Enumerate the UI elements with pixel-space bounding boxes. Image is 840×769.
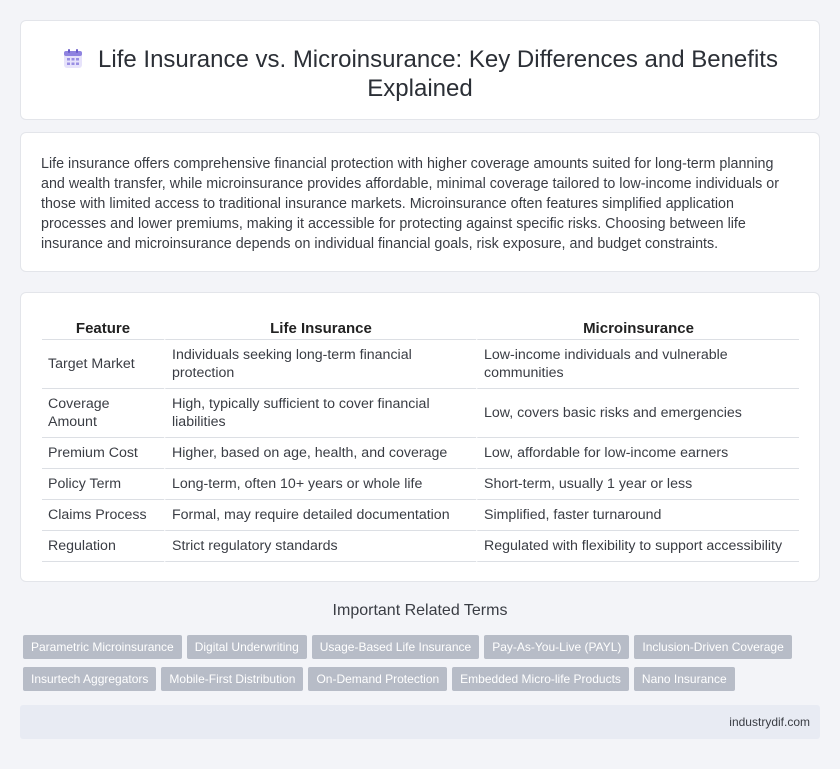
footer-site-link[interactable]: industrydif.com	[729, 715, 810, 729]
calendar-icon	[62, 48, 84, 70]
feature-cell: Coverage Amount	[42, 389, 164, 438]
feature-cell: Premium Cost	[42, 438, 164, 469]
tag-parametric-microinsurance[interactable]: Parametric Microinsurance	[23, 635, 182, 659]
table-row	[42, 500, 799, 531]
footer	[20, 705, 820, 739]
related-terms-list	[23, 635, 813, 699]
life-insurance-cell: High, typically sufficient to cover financial liabilities	[164, 389, 476, 438]
feature-cell: Regulation	[42, 531, 164, 562]
tag-usage-based-life-insurance[interactable]: Usage-Based Life Insurance	[312, 635, 479, 659]
table-header-row	[42, 314, 799, 340]
header-microinsurance: Microinsurance	[476, 314, 799, 340]
table-row	[42, 389, 799, 438]
header-feature: Feature	[42, 314, 164, 340]
comparison-table-card	[20, 292, 820, 582]
tag-insurtech-aggregators[interactable]: Insurtech Aggregators	[23, 667, 156, 691]
tag-inclusion-driven-coverage[interactable]: Inclusion-Driven Coverage	[634, 635, 791, 659]
tag-digital-underwriting[interactable]: Digital Underwriting	[187, 635, 307, 659]
life-insurance-cell: Higher, based on age, health, and coverage	[164, 438, 476, 469]
life-insurance-cell: Formal, may require detailed documentation	[164, 500, 476, 531]
tag-embedded-micro-life-products[interactable]: Embedded Micro-life Products	[452, 667, 629, 691]
life-insurance-cell: Long-term, often 10+ years or whole life	[164, 469, 476, 500]
table-row	[42, 340, 799, 389]
tag-mobile-first-distribution[interactable]: Mobile-First Distribution	[161, 667, 303, 691]
page-title-text: Life Insurance vs. Microinsurance: Key Differences and Benefits Explained	[98, 46, 778, 102]
table-row	[42, 438, 799, 469]
microinsurance-cell: Low, affordable for low-income earners	[476, 438, 799, 469]
comparison-table	[42, 314, 799, 562]
microinsurance-cell: Low-income individuals and vulnerable communities	[476, 340, 799, 389]
header-card	[20, 20, 820, 120]
table-row	[42, 469, 799, 500]
header-life-insurance: Life Insurance	[164, 314, 476, 340]
life-insurance-cell: Individuals seeking long-term financial protection	[164, 340, 476, 389]
feature-cell: Target Market	[42, 340, 164, 389]
feature-cell: Policy Term	[42, 469, 164, 500]
microinsurance-cell: Simplified, faster turnaround	[476, 500, 799, 531]
tag-on-demand-protection[interactable]: On-Demand Protection	[308, 667, 447, 691]
tag-nano-insurance[interactable]: Nano Insurance	[634, 667, 735, 691]
microinsurance-cell: Short-term, usually 1 year or less	[476, 469, 799, 500]
feature-cell: Claims Process	[42, 500, 164, 531]
summary-card	[20, 132, 820, 272]
page-title	[21, 45, 819, 103]
microinsurance-cell: Regulated with flexibility to support accessibility	[476, 531, 799, 562]
life-insurance-cell: Strict regulatory standards	[164, 531, 476, 562]
tag-pay-as-you-live[interactable]: Pay-As-You-Live (PAYL)	[484, 635, 629, 659]
microinsurance-cell: Low, covers basic risks and emergencies	[476, 389, 799, 438]
table-row	[42, 531, 799, 562]
summary-text: Life insurance offers comprehensive financial protection with higher coverage amounts suited for long-term planning and wealth transfer, while microinsurance provides affordable, minimal coverage tailored to low-income individuals or those with limited access to traditional insurance markets. Microinsurance often features simplified application processes and lower premiums, making it accessible for protecting against specific risks. Choosing between life insurance and microinsurance depends on individual financial goals, risk exposure, and budget constraints.	[41, 156, 779, 252]
related-terms-title: Important Related Terms	[332, 602, 508, 619]
